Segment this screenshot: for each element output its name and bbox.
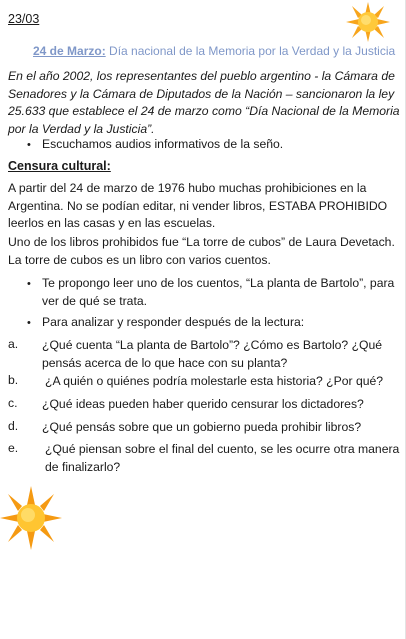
sun-icon: [346, 2, 390, 42]
day-title-rest: Día nacional de la Memoria por la Verdad y la Justicia: [105, 44, 396, 58]
question-letter: d.: [8, 419, 19, 433]
question-letter: e.: [8, 441, 19, 455]
paragraph-libro: Uno de los libros prohibidos fue “La torre de cubos” de Laura Devetach. La torre de cubos es un libro con varios cuentos.: [8, 235, 395, 267]
date-heading: 23/03: [8, 12, 40, 26]
paragraph-prohibiciones: A partir del 24 de marzo de 1976 hubo muchas prohibiciones en la Argentina. No se podían editar, ni vender libros, ESTABA PROHIBIDO leerlos en las casas y en las escuelas.: [8, 181, 388, 230]
bullet-audios: Escuchamos audios informativos de la seño.: [42, 137, 284, 151]
question-letter: b.: [8, 373, 19, 387]
bullet-mark: •: [27, 139, 31, 151]
bullet-analizar: Para analizar y responder después de la lectura:: [42, 315, 305, 329]
question-letter: a.: [8, 337, 19, 351]
bullet-mark: •: [27, 278, 31, 290]
day-title: [33, 44, 395, 58]
question-d: ¿Qué pensás sobre que un gobierno pueda prohibir libros?: [42, 420, 362, 434]
section-title: Censura cultural:: [8, 159, 111, 173]
question-letter: c.: [8, 396, 18, 410]
bullet-leer: Te propongo leer uno de los cuentos, “La planta de Bartolo”, para ver de qué se trata.: [42, 276, 395, 308]
bullet-mark: •: [27, 317, 31, 329]
sun-icon: [0, 486, 62, 550]
question-b: ¿A quién o quiénes podría molestarle esta historia? ¿Por qué?: [45, 374, 384, 388]
day-title-highlight: 24 de Marzo:: [33, 44, 106, 58]
question-e: ¿Qué piensan sobre el final del cuento, se les ocurre otra manera de finalizarlo?: [45, 442, 400, 474]
question-c: ¿Qué ideas pueden haber querido censurar los dictadores?: [42, 397, 364, 411]
intro-paragraph: En el año 2002, los representantes del pueblo argentino - la Cámara de Senadores y la Cámara de Diputados de la Nación – sancionaron la ley 25.633 que establece el 24 de marzo como “Día Nacional de la Memoria por la Verdad y la Justicia”.: [8, 69, 400, 136]
question-a: ¿Qué cuenta “La planta de Bartolo”? ¿Cómo es Bartolo? ¿Qué pensás acerca de lo que hace con su planta?: [42, 338, 383, 370]
